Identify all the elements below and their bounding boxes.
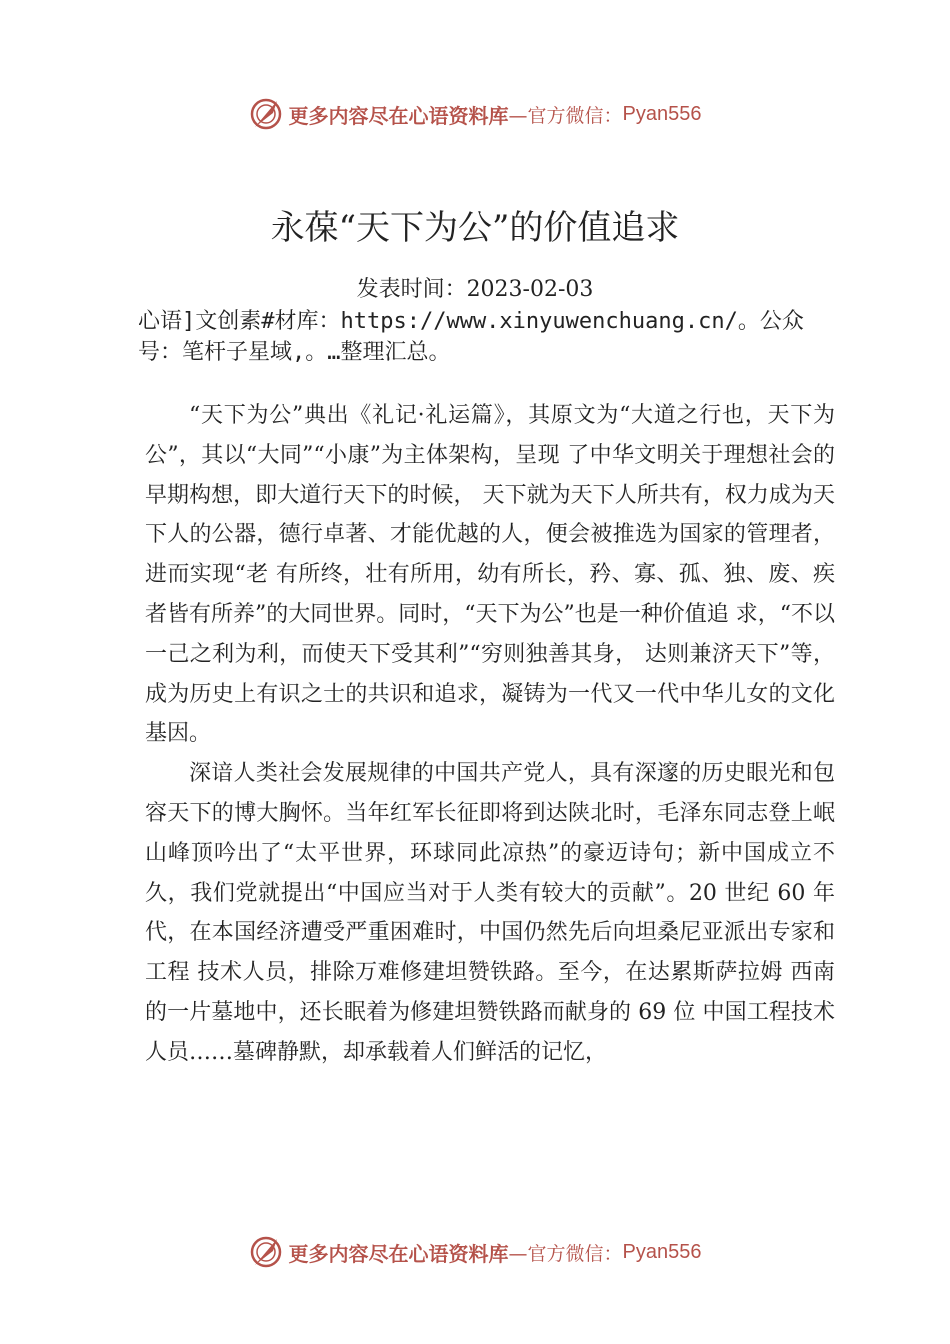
paragraph: 深谙人类社会发展规律的中国共产党人，具有深邃的历史眼光和包容天下的博大胸怀。当年红军长征即将到达陕北时，毛泽东同志登上岷山峰顶吟出了“太平世界，环球同此凉热”的豪迈诗句；新中国成立不久，我们党就提出“中国应当对于人类有较大的贡献”。20 世纪 60 年代，在本国经济遭受严重困难时，中国仍然先后向坦桑尼亚派出专家和工程 技术人员，排除万难修建坦赞铁路。至今，在达累斯萨拉姆 西南的一片墓地中，还长眠着为修建坦赞铁路而献身的 69 位 中国工程技术人员……墓碑静默，却承载着人们鲜活的记忆， <box>145 761 835 1065</box>
page-title: 永葆“天下为公”的价值追求 <box>270 208 680 248</box>
footer-banner <box>0 1232 950 1272</box>
quill-logo-icon <box>249 97 283 131</box>
quill-logo-icon <box>249 1235 283 1269</box>
banner-main-text: 更多内容尽在心语资料库 <box>288 1241 509 1266</box>
article-body <box>145 396 835 1073</box>
banner-wechat-id: Pyan556 <box>622 1240 702 1263</box>
source-note: 心语]文创素#材库：https://www.xinyuwenchuang.cn/。公众号：笔杆子星域,。…整理汇总。 <box>138 309 804 365</box>
banner-main-text: 更多内容尽在心语资料库 <box>288 103 509 128</box>
banner-sub-text: —官方微信： <box>508 104 623 127</box>
banner-sub-text: —官方微信： <box>508 1242 623 1265</box>
banner-wechat-id: Pyan556 <box>622 102 702 125</box>
header-banner <box>0 94 950 134</box>
paragraph: “天下为公”典出《礼记·礼运篇》，其原文为“大道之行也，天下为公”，其以“大同”“小康”为主体架构，呈现 了中华文明关于理想社会的早期构想，即大道行天下的时候， 天下就为天下人所共有，权力成为天下人的公器，德行卓著、才能优越的人，便会被推选为国家的管理者，进而实现“老 有所终，壮有所用，幼有所长，矜、寡、孤、独、废、疾者皆有所养”的大同世界。同时，“天下为公”也是一种价值追 求，“不以一己之利为利，而使天下受其利”“穷则独善其身， 达则兼济天下”等，成为历史上有识之士的共识和追求，凝铸为一代又一代中华儿女的文化基因。 <box>145 403 835 747</box>
publish-date: 发表时间：2023-02-03 <box>356 277 594 302</box>
